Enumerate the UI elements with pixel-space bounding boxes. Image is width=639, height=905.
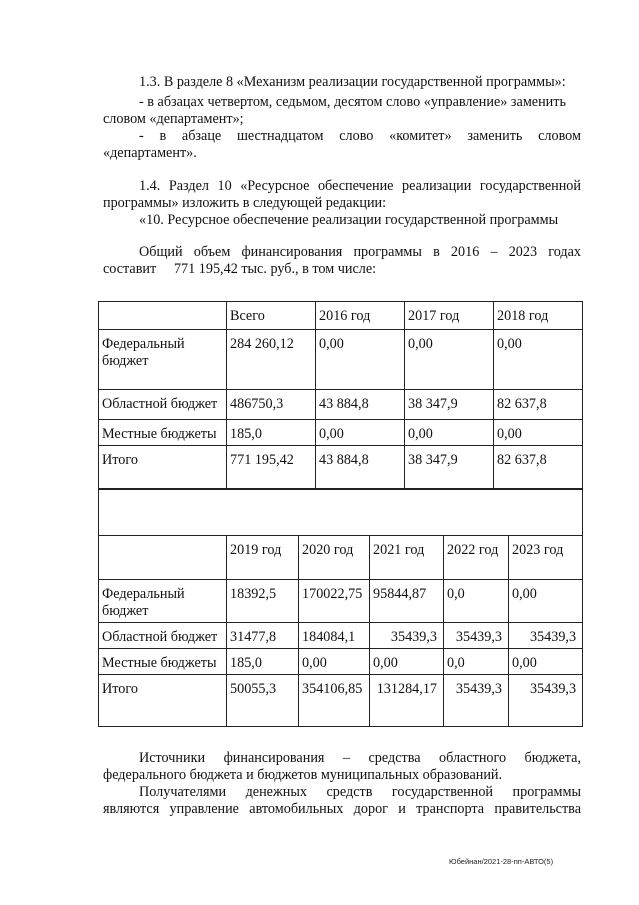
table-row (99, 623, 583, 649)
table1-header-cell: 2017 год (405, 302, 494, 330)
table1-cell: 185,0 (227, 420, 316, 446)
section-10-title: «10. Ресурсное обеспечение реализации государственной программы (139, 212, 559, 228)
table1-cell: 0,00 (316, 330, 405, 390)
table1-cell: 486750,3 (227, 390, 316, 420)
table-row (99, 330, 583, 390)
document-footer-code: Юбейнан/2021-28-пп-АВТО(5) (449, 857, 554, 866)
table2-cell: 0,00 (509, 580, 583, 623)
table1-cell: Итого (99, 446, 227, 490)
table2-spacer-row (99, 489, 583, 536)
sources-line1: Источники финансирования – средства областного бюджета, (139, 750, 581, 766)
table2-cell: 31477,8 (227, 623, 299, 649)
recipients-line1: Получателями денежных средств государственной программы (139, 784, 581, 800)
table2-cell: Итого (99, 675, 227, 727)
table2-cell: 0,0 (444, 580, 509, 623)
table-row (99, 580, 583, 623)
table-row (99, 390, 583, 420)
table2-cell: Федеральный бюджет (99, 580, 227, 623)
section-1-3-item1-line1: - в абзацах четвертом, седьмом, десятом слово «управление» заменить (139, 94, 566, 110)
section-1-4-line2: программы» изложить в следующей редакции: (103, 195, 387, 211)
table2-cell: 35439,3 (509, 675, 583, 727)
table2-cell: 0,0 (444, 649, 509, 675)
table1-cell: 284 260,12 (227, 330, 316, 390)
table2-cell: 185,0 (227, 649, 299, 675)
table1-header-cell (99, 302, 227, 330)
table2-cell: 35439,3 (370, 623, 444, 649)
table2-cell: 0,00 (370, 649, 444, 675)
table1-cell: Местные бюджеты (99, 420, 227, 446)
table1-header-row (99, 302, 583, 330)
financing-table-2016-2018 (98, 301, 583, 490)
table2-cell: 184084,1 (299, 623, 370, 649)
table1-cell: 43 884,8 (316, 446, 405, 490)
table-row (99, 446, 583, 490)
table2-cell: 170022,75 (299, 580, 370, 623)
table-row (99, 420, 583, 446)
table2-cell: Местные бюджеты (99, 649, 227, 675)
table1-cell: 38 347,9 (405, 446, 494, 490)
table2-spacer-cell (99, 489, 583, 536)
section-1-4-line1: 1.4. Раздел 10 «Ресурсное обеспечение реализации государственной (139, 178, 581, 194)
table2-cell: 35439,3 (509, 623, 583, 649)
table1-cell: 82 637,8 (494, 390, 583, 420)
table1-cell: 0,00 (405, 420, 494, 446)
financing-table-2019-2023 (98, 488, 583, 727)
table1-cell: Федеральный бюджет (99, 330, 227, 390)
table-row (99, 675, 583, 727)
table1-cell: 38 347,9 (405, 390, 494, 420)
section-1-3-item1-line2: словом «департамент»; (103, 111, 244, 127)
table1-cell: 771 195,42 (227, 446, 316, 490)
section-1-3-item2-line2: «департамент». (103, 145, 197, 161)
table2-cell: 35439,3 (444, 675, 509, 727)
table1-cell: 43 884,8 (316, 390, 405, 420)
table2-cell: 0,00 (509, 649, 583, 675)
table2-cell: 35439,3 (444, 623, 509, 649)
recipients-line2: являются управление автомобильных дорог и транспорта правительства (103, 801, 581, 817)
table1-cell: Областной бюджет (99, 390, 227, 420)
table2-cell: 18392,5 (227, 580, 299, 623)
table-row (99, 649, 583, 675)
table1-cell: 0,00 (494, 330, 583, 390)
table2-cell: 95844,87 (370, 580, 444, 623)
financing-line2: составит 771 195,42 тыс. руб., в том числе: (103, 261, 377, 277)
table2-header-cell: 2023 год (509, 536, 583, 580)
table2-cell: 354106,85 (299, 675, 370, 727)
table2-header-cell (99, 536, 227, 580)
financing-line1: Общий объем финансирования программы в 2016 – 2023 годах (139, 244, 581, 260)
table1-cell: 82 637,8 (494, 446, 583, 490)
table1-header-cell: 2018 год (494, 302, 583, 330)
table2-cell: 50055,3 (227, 675, 299, 727)
table2-cell: Областной бюджет (99, 623, 227, 649)
table2-cell: 0,00 (299, 649, 370, 675)
sources-line2: федерального бюджета и бюджетов муниципальных образований. (103, 767, 503, 783)
table2-header-cell: 2022 год (444, 536, 509, 580)
table2-cell: 131284,17 (370, 675, 444, 727)
section-1-3-heading: 1.3. В разделе 8 «Механизм реализации государственной программы»: (139, 74, 566, 90)
section-1-3-item2-line1: - в абзаце шестнадцатом слово «комитет» заменить словом (139, 128, 581, 144)
table2-header-cell: 2021 год (370, 536, 444, 580)
table1-header-cell: 2016 год (316, 302, 405, 330)
table2-header-cell: 2020 год (299, 536, 370, 580)
table1-cell: 0,00 (494, 420, 583, 446)
table2-header-cell: 2019 год (227, 536, 299, 580)
table1-cell: 0,00 (405, 330, 494, 390)
table1-cell: 0,00 (316, 420, 405, 446)
table2-header-row (99, 536, 583, 580)
table1-header-cell: Всего (227, 302, 316, 330)
